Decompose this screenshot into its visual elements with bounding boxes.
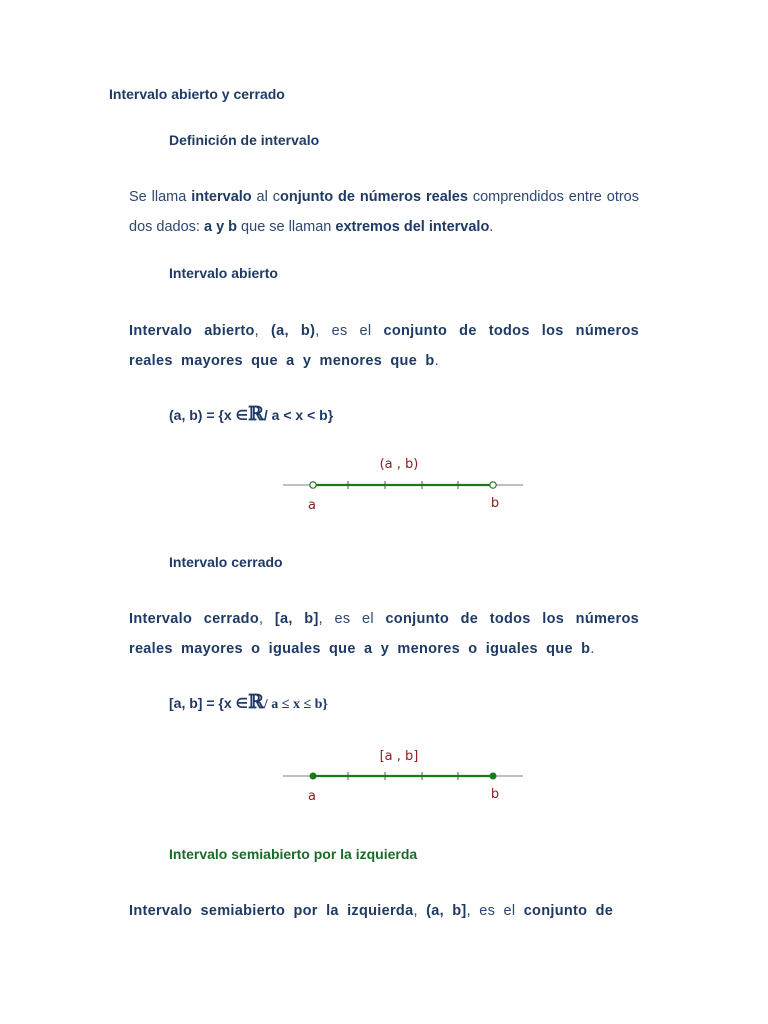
abierto-number-line — [280, 450, 530, 520]
label-a: a — [308, 498, 316, 513]
abierto-paragraph: Intervalo abierto, (a, b), es el conjunto de todos los números reales mayores que a y menores que b. — [129, 323, 639, 369]
page-title: Intervalo abierto y cerrado — [109, 86, 285, 102]
definicion-paragraph: Se llama intervalo al conjunto de números reales comprendidos entre otros dos dados: a y b que se llaman extremos del intervalo. — [129, 189, 639, 235]
open-endpoint-a — [310, 482, 316, 488]
semiabierto-paragraph: Intervalo semiabierto por la izquierda, (a, b], es el conjunto de — [129, 903, 614, 919]
abierto-formula: (a, b) = {x ∈ℝ/ a < x < b} — [169, 403, 334, 425]
label-b: b — [490, 787, 500, 802]
cerrado-formula: [a, b] = {x ∈ℝ/ a ≤ x ≤ b} — [169, 691, 328, 713]
cerrado-heading: Intervalo cerrado — [169, 554, 283, 570]
closed-endpoint-a — [310, 773, 317, 780]
semiabierto-heading: Intervalo semiabierto por la izquierda — [169, 846, 418, 862]
definicion-heading: Definición de intervalo — [169, 132, 320, 148]
abierto-heading: Intervalo abierto — [169, 265, 278, 281]
label-b: b — [490, 496, 500, 511]
cerrado-paragraph: Intervalo cerrado, [a, b], es el conjunto de todos los números reales mayores o iguales que a y menores o iguales que b. — [129, 611, 639, 657]
label-a: a — [308, 789, 316, 804]
cerrado-number-line — [280, 741, 530, 811]
closed-endpoint-b — [490, 773, 497, 780]
interval-label: (a , b) — [379, 457, 419, 472]
interval-label: [a , b] — [379, 749, 419, 764]
open-endpoint-b — [490, 482, 496, 488]
